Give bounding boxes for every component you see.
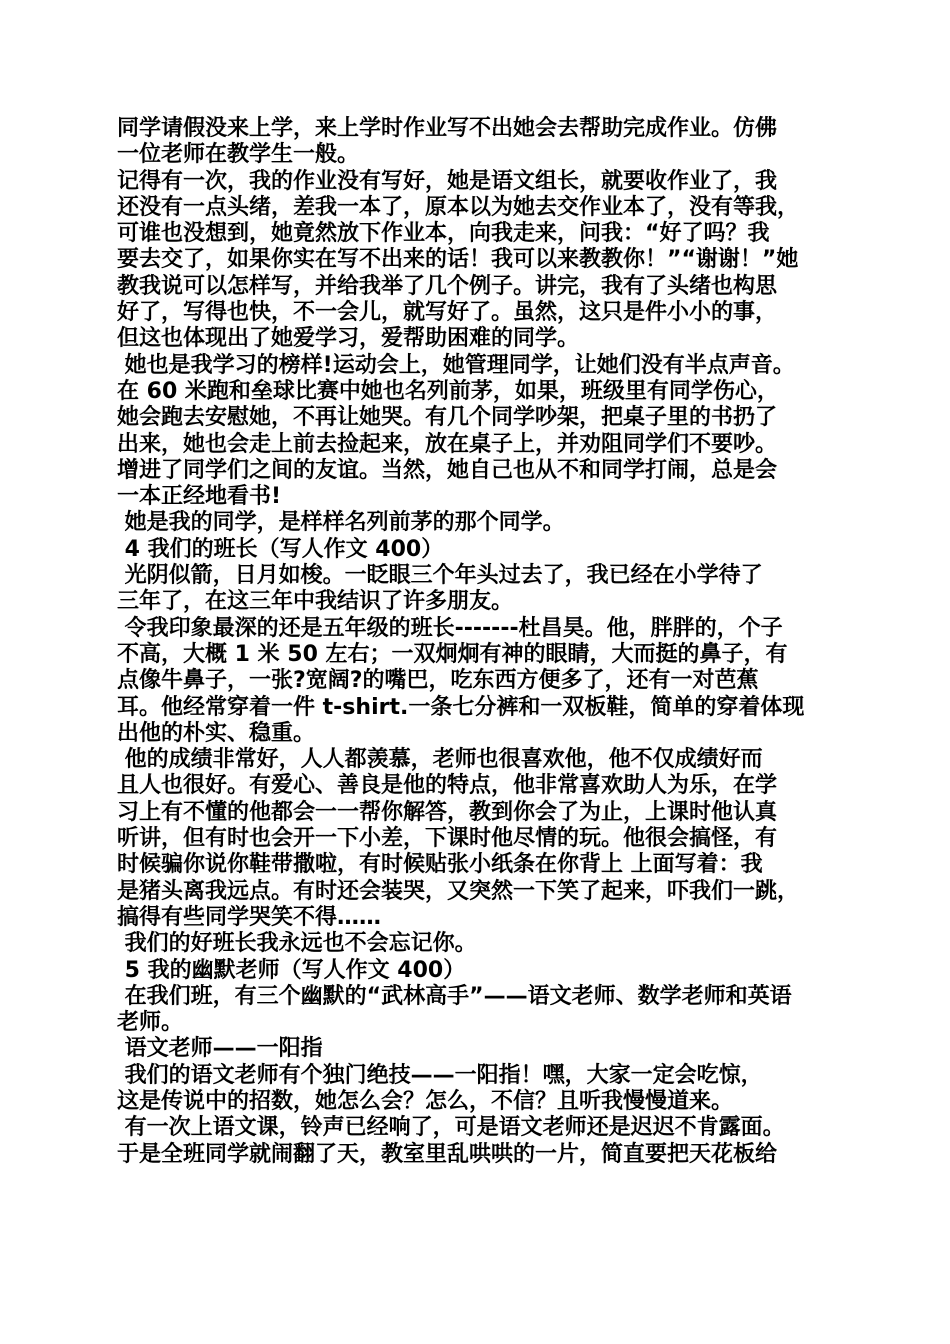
text-line: 在 60 米跑和垒球比赛中她也名列前茅，如果，班级里有同学伤心， bbox=[117, 378, 779, 404]
text-line: 这是传说中的招数，她怎么会？怎么，不信？且听我慢慢道来。 bbox=[117, 1088, 734, 1114]
text-line: 点像牛鼻子，一张?宽阔?的嘴巴，吃东西方便多了，还有一对芭蕉 bbox=[117, 668, 759, 694]
text-line: 一本正经地看书! bbox=[117, 484, 282, 510]
text-line: 有一次上语文课，铃声已经响了，可是语文老师还是迟迟不肯露面。 bbox=[117, 1115, 785, 1141]
text-line: 还没有一点头绪，差我一本了，原本以为她去交作业本了，没有等我， bbox=[117, 194, 800, 220]
text-line: 耳。他经常穿着一件 t-shirt.一条七分裤和一双板鞋，简单的穿着体现 bbox=[117, 694, 805, 720]
text-line: 她也是我学习的榜样!运动会上，她管理同学，让她们没有半点声音。 bbox=[117, 352, 795, 378]
text-line: 在我们班，有三个幽默的“武林高手”——语文老师、数学老师和英语 bbox=[117, 983, 792, 1009]
text-line: 时候骗你说你鞋带撒啦，有时候贴张小纸条在你背上 上面写着：我 bbox=[117, 852, 763, 878]
text-line: 光阴似箭，日月如梭。一眨眼三个年头过去了，我已经在小学待了 bbox=[117, 563, 763, 589]
text-line: 同学请假没来上学，来上学时作业写不出她会去帮助完成作业。仿佛 bbox=[117, 116, 778, 141]
text-line: 要去交了，如果你实在写不出来的话！我可以来教教你！”“谢谢！”她 bbox=[117, 247, 799, 273]
text-line: 4 我们的班长（写人作文 400） bbox=[117, 536, 444, 562]
text-line: 三年了，在这三年中我结识了许多朋友。 bbox=[117, 589, 514, 615]
text-line: 好了，写得也快，不一会儿，就写好了。虽然，这只是件小小的事， bbox=[117, 300, 778, 326]
text-line: 不高，大概 1 米 50 左右；一双炯炯有神的眼睛，大而挺的鼻子，有 bbox=[117, 641, 788, 667]
text-line: 习上有不懂的他都会一一帮你解答，教到你会了为止，上课时他认真 bbox=[117, 799, 778, 825]
text-line: 出来，她也会走上前去捡起来，放在桌子上，并劝阻同学们不要吵。 bbox=[117, 431, 778, 457]
text-line: 语文老师——一阳指 bbox=[117, 1036, 323, 1062]
text-line: 她是我的同学，是样样名列前茅的那个同学。 bbox=[117, 510, 565, 536]
text-line: 她会跑去安慰她，不再让她哭。有几个同学吵架，把桌子里的书扔了 bbox=[117, 405, 778, 431]
text-line: 我们的好班长我永远也不会忘记你。 bbox=[117, 931, 477, 957]
text-line: 他的成绩非常好，人人都羡慕，老师也很喜欢他，他不仅成绩好而 bbox=[117, 747, 763, 773]
text-line: 出他的朴实、稳重。 bbox=[117, 720, 316, 746]
text-line: 于是全班同学就闹翻了天，教室里乱哄哄的一片，简直要把天花板给 bbox=[117, 1141, 778, 1167]
text-line: 5 我的幽默老师（写人作文 400） bbox=[117, 957, 466, 983]
text-line: 老师。 bbox=[117, 1010, 184, 1036]
text-line: 听讲，但有时也会开一下小差，下课时他尽情的玩。他很会搞怪，有 bbox=[117, 826, 778, 852]
text-line: 是猪头离我远点。有时还会装哭，又突然一下笑了起来，吓我们一跳， bbox=[117, 878, 800, 904]
text-line: 但这也体现出了她爱学习，爱帮助困难的同学。 bbox=[117, 326, 580, 352]
text-line: 我们的语文老师有个独门绝技——一阳指！嘿，大家一定会吃惊， bbox=[117, 1062, 763, 1088]
text-line: 一位老师在教学生一般。 bbox=[117, 142, 360, 168]
text-line: 教我说可以怎样写，并给我举了几个例子。讲完，我有了头绪也构思 bbox=[117, 273, 778, 299]
essay-text bbox=[117, 116, 857, 1168]
text-line: 记得有一次，我的作业没有写好，她是语文组长，就要收作业了，我 bbox=[117, 168, 778, 194]
text-line: 且人也很好。有爱心、善良是他的特点，他非常喜欢助人为乐，在学 bbox=[117, 773, 778, 799]
text-line: 令我印象最深的还是五年级的班长-------杜昌昊。他，胖胖的，个子 bbox=[117, 615, 783, 641]
text-line: 搞得有些同学哭笑不得…… bbox=[117, 904, 382, 930]
text-line: 可谁也没想到，她竟然放下作业本，向我走来，问我：“好了吗？我 bbox=[117, 221, 770, 247]
text-line: 增进了同学们之间的友谊。当然，她自己也从不和同学打闹，总是会 bbox=[117, 457, 778, 483]
